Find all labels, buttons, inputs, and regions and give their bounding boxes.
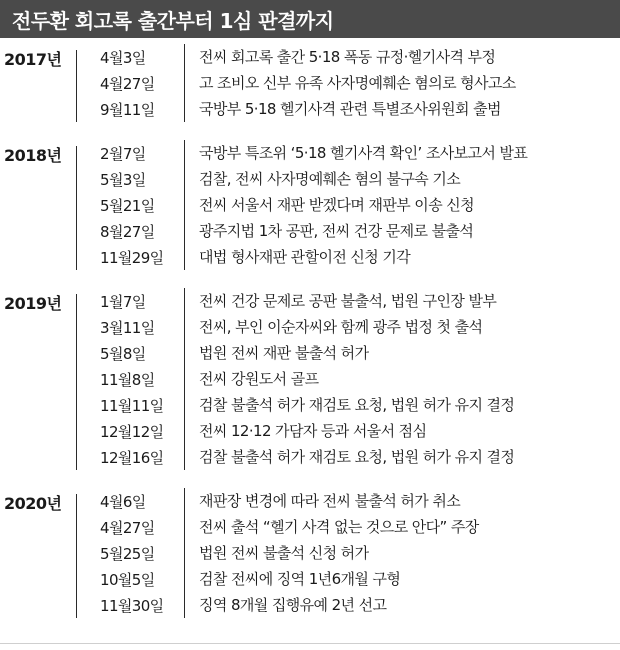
event-date: 4월27일 bbox=[100, 518, 155, 537]
event-list bbox=[92, 288, 620, 470]
event-row bbox=[92, 340, 620, 366]
event-date: 3월11일 bbox=[100, 318, 155, 337]
year-label: 2020년 bbox=[4, 494, 62, 513]
event-row bbox=[92, 540, 620, 566]
event-date: 11월8일 bbox=[100, 370, 155, 389]
year-divider bbox=[76, 146, 77, 270]
event-date: 11월30일 bbox=[100, 596, 164, 615]
event-description: 전씨 건강 문제로 공판 불출석, 법원 구인장 발부 bbox=[184, 288, 496, 314]
event-row bbox=[92, 366, 620, 392]
event-description: 검찰 전씨에 징역 1년6개월 구형 bbox=[184, 566, 400, 592]
event-description: 재판장 변경에 따라 전씨 불출석 허가 취소 bbox=[184, 488, 460, 514]
year-divider bbox=[76, 494, 77, 618]
event-date: 5월25일 bbox=[100, 544, 155, 563]
event-description: 징역 8개월 집행유예 2년 선고 bbox=[184, 592, 386, 618]
event-date: 9월11일 bbox=[100, 100, 155, 119]
event-date: 4월6일 bbox=[100, 492, 146, 511]
year-group bbox=[0, 288, 620, 488]
event-row bbox=[92, 314, 620, 340]
event-date: 5월21일 bbox=[100, 196, 155, 215]
event-description: 법원 전씨 재판 불출석 허가 bbox=[184, 340, 368, 366]
event-date: 5월8일 bbox=[100, 344, 146, 363]
event-date: 1월7일 bbox=[100, 292, 146, 311]
event-description: 전씨 회고록 출간 5·18 폭동 규정·헬기사격 부정 bbox=[184, 44, 495, 70]
event-description: 전씨 출석 “헬기 사격 없는 것으로 안다” 주장 bbox=[184, 514, 479, 540]
timeline bbox=[0, 38, 620, 636]
event-date: 12월16일 bbox=[100, 448, 164, 467]
event-row bbox=[92, 218, 620, 244]
event-description: 전씨 강원도서 골프 bbox=[184, 366, 318, 392]
event-row bbox=[92, 244, 620, 270]
year-label: 2018년 bbox=[4, 146, 62, 165]
event-description: 국방부 5·18 헬기사격 관련 특별조사위원회 출범 bbox=[184, 96, 501, 122]
year-group bbox=[0, 44, 620, 140]
year-group bbox=[0, 488, 620, 636]
event-date: 4월27일 bbox=[100, 74, 155, 93]
event-description: 국방부 특조위 ‘5·18 헬기사격 확인’ 조사보고서 발표 bbox=[184, 140, 527, 166]
event-description: 광주지법 1차 공판, 전씨 건강 문제로 불출석 bbox=[184, 218, 473, 244]
event-date: 5월3일 bbox=[100, 170, 146, 189]
event-row bbox=[92, 488, 620, 514]
event-row bbox=[92, 70, 620, 96]
event-row bbox=[92, 44, 620, 70]
year-divider bbox=[76, 50, 77, 122]
event-row bbox=[92, 166, 620, 192]
bottom-divider bbox=[0, 643, 620, 644]
event-row bbox=[92, 418, 620, 444]
event-date: 12월12일 bbox=[100, 422, 164, 441]
event-description: 검찰 불출석 허가 재검토 요청, 법원 허가 유지 결정 bbox=[184, 444, 514, 470]
event-row bbox=[92, 444, 620, 470]
event-description: 전씨 12·12 가담자 등과 서울서 점심 bbox=[184, 418, 426, 444]
event-list bbox=[92, 140, 620, 270]
year-label: 2017년 bbox=[4, 50, 62, 69]
event-list bbox=[92, 488, 620, 618]
event-row bbox=[92, 140, 620, 166]
event-row bbox=[92, 192, 620, 218]
event-description: 고 조비오 신부 유족 사자명예훼손 혐의로 형사고소 bbox=[184, 70, 516, 96]
event-description: 법원 전씨 불출석 신청 허가 bbox=[184, 540, 368, 566]
event-date: 11월29일 bbox=[100, 248, 164, 267]
event-description: 전씨, 부인 이순자씨와 함께 광주 법정 첫 출석 bbox=[184, 314, 482, 340]
year-divider bbox=[76, 294, 77, 470]
page-title: 전두환 회고록 출간부터 1심 판결까지 bbox=[0, 0, 620, 38]
year-group bbox=[0, 140, 620, 288]
event-row bbox=[92, 96, 620, 122]
event-row bbox=[92, 392, 620, 418]
event-date: 2월7일 bbox=[100, 144, 146, 163]
event-row bbox=[92, 514, 620, 540]
event-description: 검찰, 전씨 사자명예훼손 혐의 불구속 기소 bbox=[184, 166, 460, 192]
event-description: 전씨 서울서 재판 받겠다며 재판부 이송 신청 bbox=[184, 192, 474, 218]
event-row bbox=[92, 592, 620, 618]
event-date: 11월11일 bbox=[100, 396, 164, 415]
event-date: 10월5일 bbox=[100, 570, 155, 589]
event-date: 8월27일 bbox=[100, 222, 155, 241]
event-description: 검찰 불출석 허가 재검토 요청, 법원 허가 유지 결정 bbox=[184, 392, 514, 418]
event-row bbox=[92, 288, 620, 314]
year-label: 2019년 bbox=[4, 294, 62, 313]
event-description: 대법 형사재판 관할이전 신청 기각 bbox=[184, 244, 410, 270]
event-row bbox=[92, 566, 620, 592]
event-date: 4월3일 bbox=[100, 48, 146, 67]
event-list bbox=[92, 44, 620, 122]
